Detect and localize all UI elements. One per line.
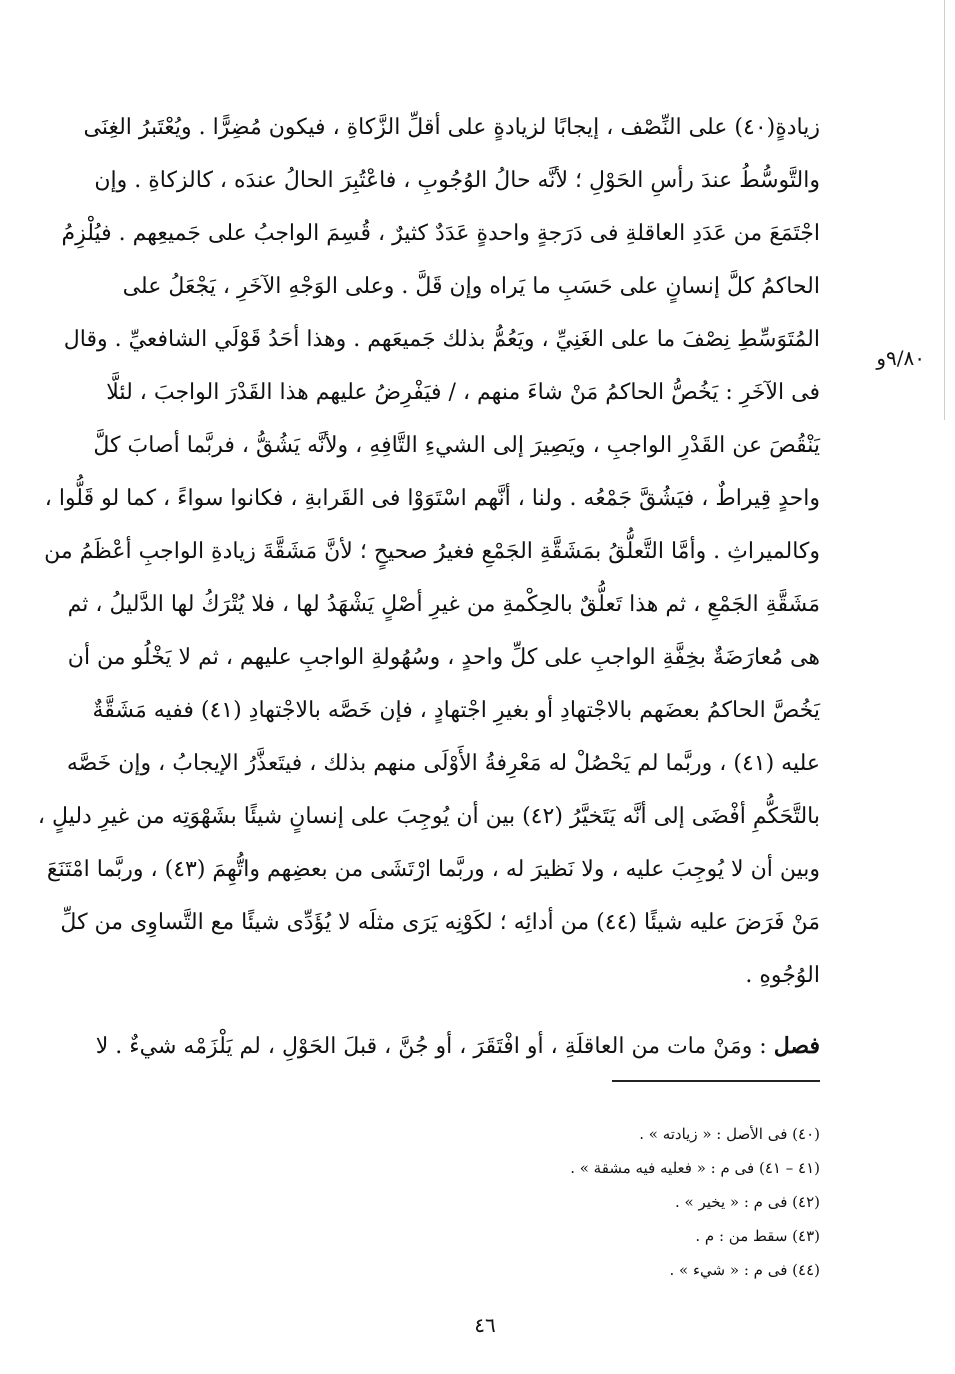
section-heading: فصل [773, 1033, 820, 1059]
body-line-8: واحدٍ قِيراطٌ ، فيَشُقَّ جَمْعُه . ولنا ، أنَّهم اسْتَوَوْا فى القَرابةِ ، فكانوا سواءً ، كما لو قَلُّوا ، [44, 486, 820, 511]
body-line-11: هى مُعارَضَةٌ بخِفَّةِ الواجبِ على كلِّ واحدٍ ، وسُهُولةِ الواجبِ عليهم ، ثم لا يَخْلُو من أن [67, 645, 820, 670]
body-line-2: والتَّوسُّطُ عندَ رأسِ الحَوْلِ ؛ لأنَّه حالُ الوُجُوبِ ، فاعْتُبِرَ الحالُ عندَه ، كالزكاةِ . وإن [94, 168, 820, 193]
body-line-14: بالتَّحَكُّمِ أفْضَى إلى أنَّه يَتَخيَّرُ (٤٢) بين أن يُوجِبَ على إنسانٍ شيئًا بشَهْوَتِه من غيرِ دليلٍ ، [37, 804, 820, 829]
footnote-43: (٤٣) سقط من : م . [695, 1227, 820, 1245]
body-line-10: مَشَقَّةِ الجَمْعِ ، ثم هذا تَعلُّقٌ بالحِكْمةِ من غيرِ أصْلٍ يَشْهَدُ لها ، فلا يُتْرَكُ لها الدَّليلُ ، ثم [67, 592, 820, 617]
footnote-separator [612, 1080, 820, 1082]
section-text: : ومَنْ مات من العاقلَةِ ، أو افْتَقَرَ ، أو جُنَّ ، قبلَ الحَوْلِ ، لم يَلْزَمْه شيءٌ . لا [95, 1034, 767, 1059]
body-line-15: وبين أن لا يُوجِبَ عليه ، ولا نَظيرَ له ، وربَّما ارْتَشَى من بعضِهم واتُّهِمَ (٤٣) ، وربَّما امْتَنَعَ [46, 857, 820, 882]
body-line-5: المُتَوَسِّطِ نِصْفَ ما على الغَنِيِّ ، ويَعُمُّ بذلك جَميعَهم . وهذا أحَدُ قَوْلَي الشافعيِّ . وقال [63, 327, 820, 352]
body-line-7: يَنْقُصَ عن القَدْرِ الواجبِ ، ويَصِيرَ إلى الشيءِ التَّافِهِ ، ولأنَّه يَشُقُّ ، فربَّما أصابَ كلَّ [93, 433, 820, 458]
footnote-42: (٤٢) فى م : « يخير » . [674, 1193, 820, 1211]
body-line-16: مَنْ فَرَضَ عليه شيئًا (٤٤) من أدائِه ؛ لكَوْنِه يَرَى مثلَه لا يُؤَدِّى شيئًا مع التَّساوِى من كلِّ [60, 910, 820, 935]
body-line-9: وكالميراثِ . وأمَّا التَّعلُّقُ بمَشَقَّةِ الجَمْعِ فغيرُ صحيحٍ ؛ لأنَّ مَشَقَّةَ زيادةِ الواجبِ أعْظَمُ من [44, 539, 820, 564]
body-line-6: فى الآخَرِ : يَخُصُّ الحاكمُ مَنْ شاءَ منهم ، / فيَفْرِضُ عليهم هذا القَدْرَ الواجبَ ، لئلَّا [106, 380, 820, 405]
body-line-12: يَخُصَّ الحاكمُ بعضَهم بالاجْتهادِ أو بغيرِ اجْتهادٍ ، فإن خَصَّه بالاجْتهادِ (٤١) ففيه مَشَقَّةٌ [92, 698, 820, 723]
manuscript-folio-reference: ٩/٨٠و [876, 346, 925, 370]
body-line-4: الحاكمُ كلَّ إنسانٍ على حَسَبِ ما يَراه وإن قَلَّ . وعلى الوَجْهِ الآخَرِ ، يَجْعَلُ على [122, 274, 820, 299]
scan-edge-line [944, 0, 945, 420]
body-line-1: زيادةٍ(٤٠) على النِّصْف ، إيجابًا لزيادةٍ على أقلِّ الزَّكاةِ ، فيكون مُضِرًّا . ويُعْتَبرُ الغِنَى [83, 115, 820, 140]
page-number: ٤٦ [474, 1313, 496, 1337]
body-line-13: عليه (٤١) ، وربَّما لم يَحْصُلْ له مَعْرِفةُ الأَوْلَى منهم بذلك ، فيتَعذَّرُ الإيجابُ ، وإن خَصَّه [66, 751, 820, 776]
section-line [95, 1022, 820, 1070]
body-line-3: اجْتَمَعَ من عَدَدِ العاقلةِ فى دَرَجةٍ واحدةٍ عَدَدٌ كثيرٌ ، قُسِمَ الواجبُ على جَميعِهم . فيُلْزِمُ [61, 221, 820, 246]
footnote-40: (٤٠) فى الأصل : « زيادته » . [639, 1125, 820, 1143]
footnote-41: (٤١ – ٤١) فى م : « فعليه فيه مشقة » . [570, 1159, 820, 1177]
body-line-17: الوُجُوهِ . [745, 963, 820, 988]
footnote-44: (٤٤) فى م : « شيء » . [669, 1261, 820, 1279]
